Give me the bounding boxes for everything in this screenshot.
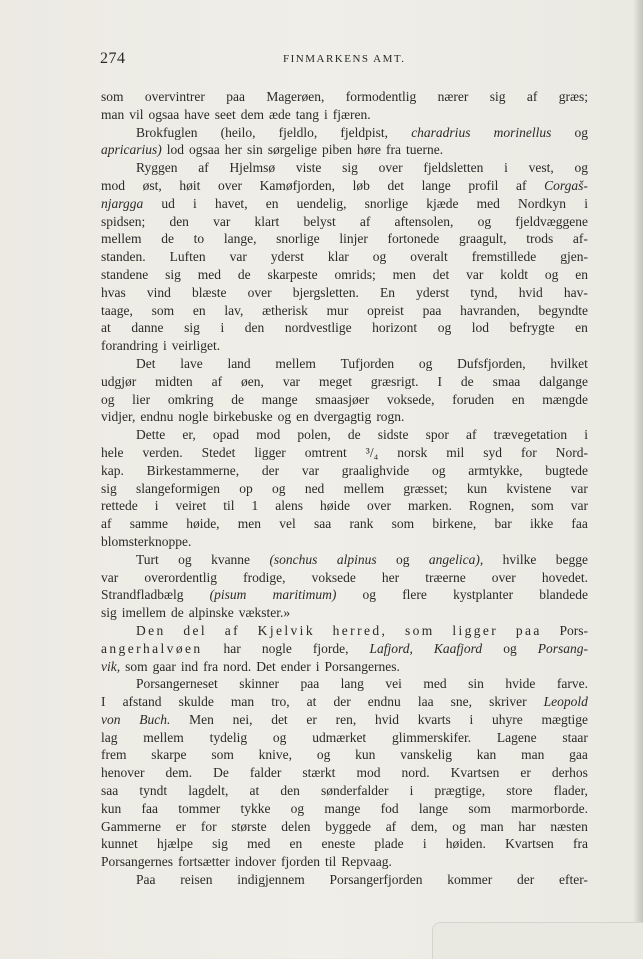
page-edge-shadow	[633, 0, 643, 958]
text-line: og lier omkring de mange smaasjøer voksede, foruden en mængde	[101, 391, 588, 407]
text-line: at danne sig i den nordvestlige horizont og lod befrygte en	[101, 320, 588, 336]
text-line: njargga ud i havet, en uendelig, snorlige kjæde med Nordkyn i	[101, 195, 588, 211]
text-line: standene sig med de skarpeste omrids; men det var koldt og en	[101, 266, 588, 282]
page-number: 274	[100, 50, 126, 67]
text-line: spidsen; den var klart belyst af aftensolen, og fjeldvæggene	[101, 213, 588, 229]
text-line: mod øst, høit over Kamøfjorden, løb det lange profil af Corgaš-	[101, 177, 588, 193]
text-line: Dette er, opad mod polen, de sidste spor af trævegetation i	[136, 427, 588, 443]
text-line: Brokfuglen (heilo, fjeldlo, fjeldpist, charadrius morinellus og	[136, 124, 588, 140]
text-line: Paa reisen indigjennem Porsangerfjorden kommer der efter-	[136, 872, 588, 888]
text-line: Den del af Kjelvik herred, som ligger paa Pors-	[136, 622, 588, 638]
text-line: Porsangerneset skinner paa lang vei med sin hvide farve.	[136, 676, 588, 692]
text-line: sig slangeformigen op og ned mellem græsset; kun kvistene var	[101, 480, 588, 496]
text-line: var overordentlig frodige, voksede her træerne over hovedet.	[101, 569, 588, 585]
text-line: Turt og kvanne (sonchus alpinus og angelica), hvilke begge	[136, 551, 588, 567]
text-line: saa tyndt lagdelt, at den sønderfalder i prægtige, store flader,	[101, 783, 588, 799]
text-line: som overvintrer paa Magerøen, formodentlig nærer sig af græs;	[101, 89, 588, 104]
text-line: kap. Birkestammerne, der var graalighvide og armtykke, bugtede	[101, 462, 588, 478]
text-line: forandring i veirliget.	[101, 338, 221, 354]
text-line: hvas vind blæste over bjergsletten. En yderst tynd, hvid hav-	[101, 284, 588, 300]
text-line: kun faa tommer tykke og mange fod lange som marmorborde.	[101, 800, 588, 816]
page-header	[100, 50, 588, 70]
text-line: blomsterknoppe.	[101, 533, 192, 549]
text-line: hele verden. Stedet ligger omtrent ³/₄ norsk mil syd for Nord-	[101, 444, 588, 460]
text-line: von Buch. Men nei, det er ren, hvid kvarts i uhyre mægtige	[101, 711, 588, 727]
text-line: Strandfladbælg (pisum maritimum) og flere kystplanter blandede	[101, 587, 588, 603]
text-line: rettede i veiret til 1 alens høide over marken. Rognen, som var	[101, 498, 588, 514]
text-line: man vil ogsaa have seet dem æde tang i fjæren.	[101, 106, 371, 122]
text-line: Det lave land mellem Tufjorden og Dufsfjorden, hvilket	[136, 355, 588, 371]
text-line: af samme høide, men vel saa rank som birkene, bar ikke faa	[101, 516, 588, 532]
text-line: vidjer, endnu nogle birkebuske og en dvergagtig rogn.	[101, 409, 405, 425]
text-line: taage, som en lav, ætherisk mur opreist paa havranden, begyndte	[101, 302, 588, 318]
text-line: mellem de to lange, snorlige linjer fortonede graagult, trods af-	[101, 231, 588, 247]
text-line: frem skarpe som knive, og kun vanskelig kan man gaa	[101, 747, 588, 763]
running-head: FINMARKENS AMT.	[283, 53, 406, 65]
text-line: I afstand skulde man tro, at der endnu laa sne, skriver Leopold	[101, 694, 588, 710]
text-line: apricarius) lod ogsaa her sin sørgelige piben høre fra tuerne.	[101, 142, 444, 158]
text-line: udgjør midten af øen, var meget græsrigt. I de smaa dalgange	[101, 373, 588, 389]
text-line: Porsangernes fortsætter indover fjorden til Repvaag.	[101, 854, 392, 870]
text-line: standen. Luften var yderst klar og overalt fremstillede gjen-	[101, 249, 588, 265]
text-line: Gammerne er for største delen byggede af dem, og man har næsten	[101, 818, 588, 834]
text-line: henover dem. De falder stærkt mod nord. Kvartsen er derhos	[101, 765, 588, 781]
body-text	[101, 88, 588, 889]
text-line: sig imellem de alpinske vækster.»	[101, 605, 291, 621]
page-corner-fold	[432, 922, 643, 959]
text-line: lag mellem tydelig og udmærket glimmerskifer. Lagene staar	[101, 729, 588, 745]
text-line: angerhalvøen har nogle fjorde, Lafjord, Kaafjord og Porsang-	[101, 640, 588, 656]
text-line: kunnet hjælpe sig med en eneste plade i høiden. Kvartsen fra	[101, 836, 588, 852]
text-line: Ryggen af Hjelmsø viste sig over fjeldsletten i vest, og	[136, 160, 588, 176]
text-line: vik, som gaar ind fra nord. Det ender i Porsangernes.	[101, 658, 400, 674]
